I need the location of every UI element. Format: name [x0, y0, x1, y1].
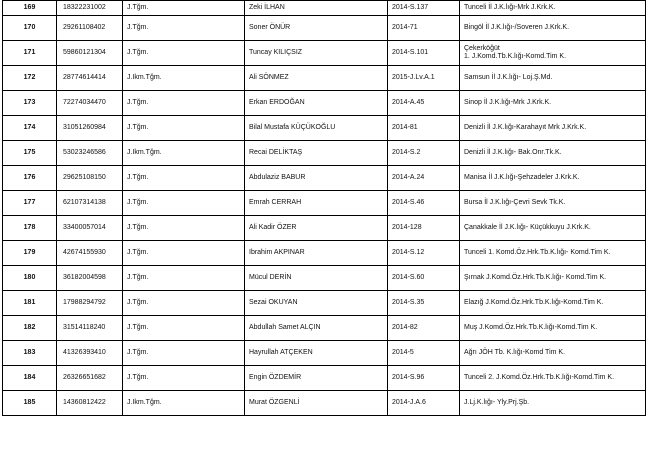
- name-cell: Ibrahim AKPINAR: [245, 241, 388, 266]
- unit-cell: Şırnak J.Komd.Öz.Hrk.Tb.K.lığı- Komd.Tim K.: [460, 266, 646, 291]
- name-cell: Sezai OKUYAN: [245, 291, 388, 316]
- row-number-cell: 170: [3, 16, 57, 41]
- id-number-cell: 29625108150: [57, 166, 123, 191]
- table-row: [3, 16, 646, 41]
- row-number-cell: 180: [3, 266, 57, 291]
- table-row: [3, 66, 646, 91]
- id-number-cell: 72274034470: [57, 91, 123, 116]
- rank-cell: J.Tğm.: [123, 116, 245, 141]
- name-cell: Soner ÖNÜR: [245, 16, 388, 41]
- name-cell: Emrah CERRAH: [245, 191, 388, 216]
- id-number-cell: 14360812422: [57, 391, 123, 416]
- rank-cell: J.Tğm.: [123, 341, 245, 366]
- row-number-cell: 181: [3, 291, 57, 316]
- unit-cell: Elazığ J.Komd.Öz.Hrk.Tb.K.lığı-Komd.Tim K.: [460, 291, 646, 316]
- unit-cell: Manisa İl J.K.lığı-Şehzadeler J.Krk.K.: [460, 166, 646, 191]
- row-number-cell: 185: [3, 391, 57, 416]
- table-row: [3, 266, 646, 291]
- registry-cell: 2014-S.35: [388, 291, 460, 316]
- unit-cell: J.Lj.K.lığı- Yly.Prj.Şb.: [460, 391, 646, 416]
- id-number-cell: 17988294792: [57, 291, 123, 316]
- name-cell: Hayrullah ATÇEKEN: [245, 341, 388, 366]
- row-number-cell: 177: [3, 191, 57, 216]
- row-number-cell: 173: [3, 91, 57, 116]
- registry-cell: 2014-S.2: [388, 141, 460, 166]
- name-cell: Ali Kadir ÖZER: [245, 216, 388, 241]
- id-number-cell: 26326651682: [57, 366, 123, 391]
- registry-cell: 2015-J.Lv.A.1: [388, 66, 460, 91]
- registry-cell: 2014-5: [388, 341, 460, 366]
- registry-cell: 2014-S.137: [388, 1, 460, 16]
- name-cell: Engin ÖZDEMİR: [245, 366, 388, 391]
- id-number-cell: 41326393410: [57, 341, 123, 366]
- row-number-cell: 176: [3, 166, 57, 191]
- unit-cell: Samsun İl J.K.lığı- Loj.Ş.Md.: [460, 66, 646, 91]
- name-cell: Ali SÖNMEZ: [245, 66, 388, 91]
- rank-cell: J.Tğm.: [123, 166, 245, 191]
- rank-cell: J.Ikm.Tğm.: [123, 391, 245, 416]
- table-body: [3, 1, 646, 416]
- id-number-cell: 18322231002: [57, 1, 123, 16]
- registry-cell: 2014-S.60: [388, 266, 460, 291]
- personnel-table: [2, 0, 646, 416]
- rank-cell: J.Ikm.Tğm.: [123, 141, 245, 166]
- registry-cell: 2014-S.46: [388, 191, 460, 216]
- unit-cell: Tunceli 2. J.Komd.Öz.Hrk.Tb.K.lığı-Komd.Tim K.: [460, 366, 646, 391]
- name-cell: Abdullah Samet ALÇIN: [245, 316, 388, 341]
- registry-cell: 2014-81: [388, 116, 460, 141]
- registry-cell: 2014-71: [388, 16, 460, 41]
- registry-cell: 2014-A.24: [388, 166, 460, 191]
- id-number-cell: 31514118240: [57, 316, 123, 341]
- name-cell: Abdulaziz BABUR: [245, 166, 388, 191]
- unit-cell: Muş J.Komd.Öz.Hrk.Tb.K.lığı-Komd.Tim K.: [460, 316, 646, 341]
- table-row: [3, 1, 646, 16]
- id-number-cell: 62107314138: [57, 191, 123, 216]
- name-cell: Murat ÖZGENLİ: [245, 391, 388, 416]
- table-row: [3, 116, 646, 141]
- unit-cell: Bingöl İl J.K.lığı-/Soveren J.Krk.K.: [460, 16, 646, 41]
- rank-cell: J.Tğm.: [123, 216, 245, 241]
- table-row: [3, 41, 646, 66]
- unit-cell: Tunceli 1. Komd.Öz.Hrk.Tb.K.lığı- Komd.Tim K.: [460, 241, 646, 266]
- row-number-cell: 182: [3, 316, 57, 341]
- table-row: [3, 391, 646, 416]
- unit-cell: Çekerköğüt 1. J.Komd.Tb.K.lığı-Komd.Tim K.: [460, 41, 646, 66]
- id-number-cell: 59860121304: [57, 41, 123, 66]
- rank-cell: J.Tğm.: [123, 16, 245, 41]
- registry-cell: 2014-S.12: [388, 241, 460, 266]
- rank-cell: J.Tğm.: [123, 241, 245, 266]
- table-row: [3, 241, 646, 266]
- table-row: [3, 166, 646, 191]
- unit-cell: Sinop İl J.K.lığı-Mrk J.Krk.K.: [460, 91, 646, 116]
- id-number-cell: 33400057014: [57, 216, 123, 241]
- row-number-cell: 184: [3, 366, 57, 391]
- row-number-cell: 171: [3, 41, 57, 66]
- rank-cell: J.Tğm.: [123, 91, 245, 116]
- registry-cell: 2014-82: [388, 316, 460, 341]
- row-number-cell: 175: [3, 141, 57, 166]
- registry-cell: 2014-S.101: [388, 41, 460, 66]
- rank-cell: J.Ikm.Tğm.: [123, 66, 245, 91]
- row-number-cell: 174: [3, 116, 57, 141]
- table-row: [3, 191, 646, 216]
- table-row: [3, 91, 646, 116]
- rank-cell: J.Tğm.: [123, 191, 245, 216]
- name-cell: Mücul DERİN: [245, 266, 388, 291]
- id-number-cell: 53023246586: [57, 141, 123, 166]
- table-row: [3, 291, 646, 316]
- registry-cell: 2014-S.96: [388, 366, 460, 391]
- registry-cell: 2014-A.45: [388, 91, 460, 116]
- table-row: [3, 216, 646, 241]
- rank-cell: J.Tğm.: [123, 266, 245, 291]
- unit-cell: Ağrı JÖH Tb. K.lığı-Komd Tim K.: [460, 341, 646, 366]
- row-number-cell: 179: [3, 241, 57, 266]
- table-row: [3, 341, 646, 366]
- row-number-cell: 178: [3, 216, 57, 241]
- id-number-cell: 42674155930: [57, 241, 123, 266]
- rank-cell: J.Tğm.: [123, 366, 245, 391]
- name-cell: Tuncay KILIÇSIZ: [245, 41, 388, 66]
- unit-cell: Denizli İl J.K.lığı-Karahayıt Mrk J.Krk.K.: [460, 116, 646, 141]
- rank-cell: J.Tğm.: [123, 1, 245, 16]
- id-number-cell: 29261108402: [57, 16, 123, 41]
- row-number-cell: 169: [3, 1, 57, 16]
- rank-cell: J.Tğm.: [123, 316, 245, 341]
- rank-cell: J.Tğm.: [123, 41, 245, 66]
- row-number-cell: 172: [3, 66, 57, 91]
- table-row: [3, 316, 646, 341]
- table-row: [3, 366, 646, 391]
- unit-cell: Bursa İl J.K.lığı-Çevri Sevk Tk.K.: [460, 191, 646, 216]
- name-cell: Erkan ERDOĞAN: [245, 91, 388, 116]
- unit-cell: Denizli İl J.K.lığı- Bak.Onr.Tk.K.: [460, 141, 646, 166]
- unit-cell: Tunceli İl J.K.lığı-Mrk J.Krk.K.: [460, 1, 646, 16]
- registry-cell: 2014-J.A.6: [388, 391, 460, 416]
- name-cell: Bilal Mustafa KÜÇÜKOĞLU: [245, 116, 388, 141]
- id-number-cell: 31051260984: [57, 116, 123, 141]
- rank-cell: J.Tğm.: [123, 291, 245, 316]
- id-number-cell: 36182004598: [57, 266, 123, 291]
- name-cell: Recai DELİKTAŞ: [245, 141, 388, 166]
- name-cell: Zeki İLHAN: [245, 1, 388, 16]
- id-number-cell: 28774614414: [57, 66, 123, 91]
- unit-cell: Çanakkale İl J.K.lığı- Küçükkuyu J.Krk.K.: [460, 216, 646, 241]
- table-row: [3, 141, 646, 166]
- registry-cell: 2014-128: [388, 216, 460, 241]
- row-number-cell: 183: [3, 341, 57, 366]
